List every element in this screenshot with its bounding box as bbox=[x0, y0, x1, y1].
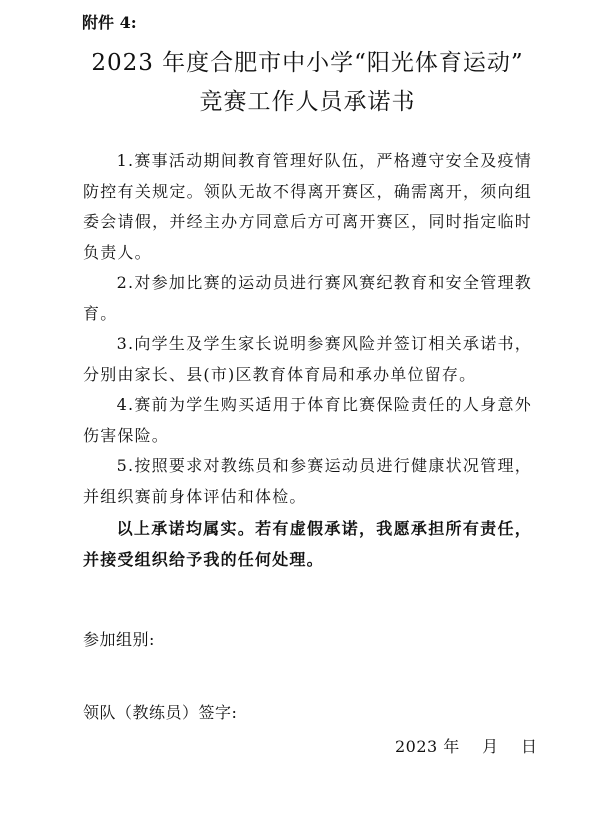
paragraph-3: 3.向学生及学生家长说明参赛风险并签订相关承诺书，分别由家长、县(市)区教育体育局和承办单位留存。 bbox=[83, 334, 532, 384]
leader-signature-label: 领队（教练员）签字: bbox=[83, 703, 238, 722]
paragraph-1: 1.赛事活动期间教育管理好队伍，严格遵守安全及疫情防控有关规定。领队无故不得离开赛区，确需离开，须向组委会请假，并经主办方同意后方可离开赛区，同时指定临时负责人。 bbox=[83, 151, 532, 262]
document-title-line-1: 2023 年度合肥市中小学“阳光体育运动” bbox=[91, 50, 524, 76]
commitment-statement: 以上承诺均属实。若有虚假承诺，我愿承担所有责任，并接受组织给予我的任何处理。 bbox=[83, 519, 532, 569]
attachment-label: 附件 4: bbox=[82, 13, 137, 32]
paragraph-5: 5.按照要求对教练员和参赛运动员进行健康状况管理，并组织赛前身体评估和体检。 bbox=[83, 456, 532, 506]
group-field-label: 参加组别: bbox=[83, 630, 155, 649]
document-title-line-2: 竞赛工作人员承诺书 bbox=[199, 89, 416, 115]
paragraph-4: 4.赛前为学生购买适用于体育比赛保险责任的人身意外伤害保险。 bbox=[83, 395, 532, 445]
commitment-body bbox=[83, 146, 532, 575]
paragraph-2: 2.对参加比赛的运动员进行赛风赛纪教育和安全管理教育。 bbox=[83, 273, 532, 323]
signature-date: 2023 年 月 日 bbox=[395, 737, 538, 756]
